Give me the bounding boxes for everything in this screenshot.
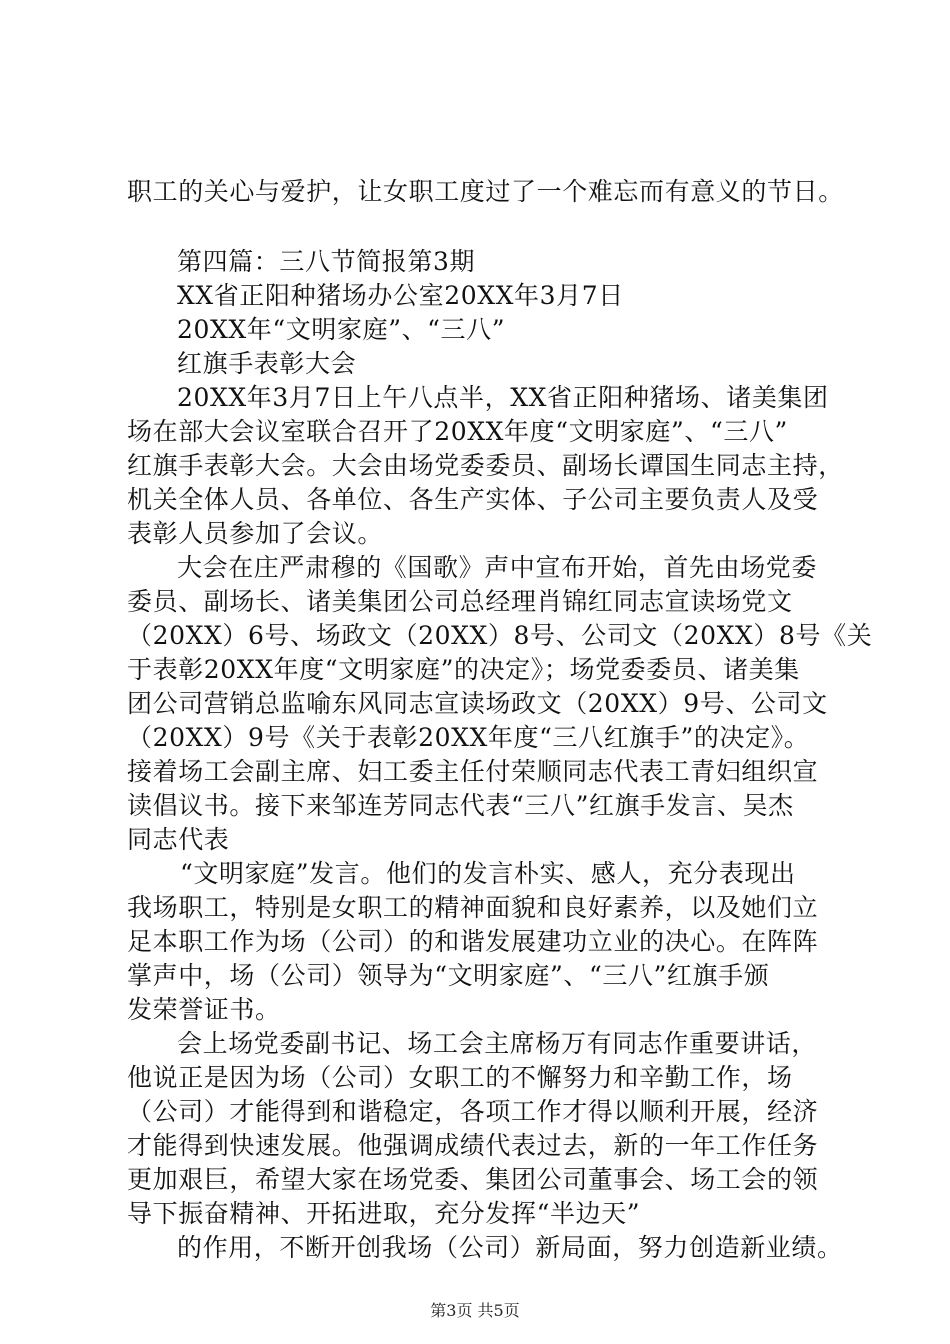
paragraph-line: 团公司营销总监喻东风同志宣读场政文（20XX）9号、公司文 [127,689,828,718]
page-number-footer: 第3页 共5页 [430,1301,520,1320]
paragraph-line: 红旗手表彰大会。大会由场党委委员、副场长谭国生同志主持， [127,451,844,480]
paragraph-line: 场在部大会议室联合召开了20XX年度“文明家庭”、“三八” [127,417,788,446]
paragraph-line: 他说正是因为场（公司）女职工的不懈努力和辛勤工作，场 [127,1063,793,1092]
bulletin-issuer-line: XX省正阳种猪场办公室20XX年3月7日 [177,281,624,310]
headline-line: 20XX年“文明家庭”、“三八” [177,315,506,344]
section-title: 第四篇：三八节简报第3期 [177,247,476,276]
paragraph-line: 会上场党委副书记、场工会主席杨万有同志作重要讲话， [177,1029,818,1058]
paragraph-line: 掌声中，场（公司）领导为“文明家庭”、“三八”红旗手颁 [127,961,770,990]
paragraph-line: 的作用，不断开创我场（公司）新局面，努力创造新业绩。 [177,1233,843,1262]
paragraph-line: 导下振奋精神、开拓进取，充分发挥“半边天” [127,1199,641,1228]
paragraph-line: 机关全体人员、各单位、各生产实体、子公司主要负责人及受 [127,485,819,514]
paragraph-line: 委员、副场长、诸美集团公司总经理肖锦红同志宣读场党文 [127,587,793,616]
paragraph-line: 才能得到快速发展。他强调成绩代表过去，新的一年工作任务 [127,1131,819,1160]
paragraph-line: 同志代表 [127,825,230,854]
paragraph-line: 发荣誉证书。 [127,995,281,1024]
paragraph-line: 更加艰巨，希望大家在场党委、集团公司董事会、场工会的领 [127,1165,819,1194]
paragraph-line: （20XX）9号《关于表彰20XX年度“三八红旗手”的决定》。 [127,723,810,752]
paragraph-line: 我场职工，特别是女职工的精神面貌和良好素养，以及她们立 [127,893,819,922]
paragraph-line: 足本职工作为场（公司）的和谐发展建功立业的决心。在阵阵 [127,927,819,956]
headline-line: 红旗手表彰大会 [177,349,357,378]
paragraph-line: 接着场工会副主席、妇工委主任付荣顺同志代表工青妇组织宣 [127,757,819,786]
paragraph-line: 20XX年3月7日上午八点半，XX省正阳种猪场、诸美集团 [177,383,829,412]
paragraph-line: 读倡议书。接下来邹连芳同志代表“三八”红旗手发言、吴杰 [127,791,794,820]
paragraph-line: “文明家庭”发言。他们的发言朴实、感人，充分表现出 [180,859,796,888]
paragraph-line: 大会在庄严肃穆的《国歌》声中宣布开始，首先由场党委 [177,553,818,582]
paragraph-line: （公司）才能得到和谐稳定，各项工作才得以顺利开展，经济 [127,1097,819,1126]
paragraph-line: （20XX）6号、场政文（20XX）8号、公司文（20XX）8号《关 [127,621,873,650]
paragraph-line: 表彰人员参加了会议。 [127,519,384,548]
paragraph-line: 于表彰20XX年度“文明家庭”的决定》；场党委委员、诸美集 [127,655,800,684]
paragraph-line: 职工的关心与爱护，让女职工度过了一个难忘而有意义的节日。 [127,177,844,206]
